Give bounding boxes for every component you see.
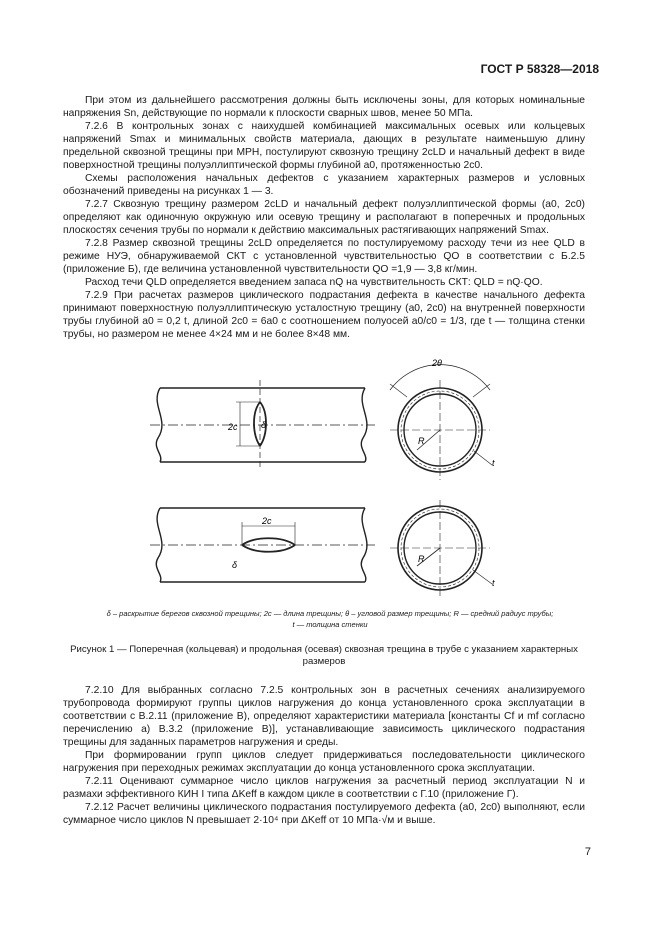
paragraph: При формировании групп циклов следует придерживаться последовательности циклического нагружения при переходных режимах эксплуатации до конца установленного срока эксплуатации. (63, 750, 585, 774)
document-code: ГОСТ Р 58328—2018 (480, 62, 599, 76)
top-text-block (63, 94, 585, 341)
legend-line: t — толщина стенки (292, 620, 368, 629)
label-2c: 2c (262, 516, 272, 526)
figure-caption: Рисунок 1 — Поперечная (кольцевая) и продольная (осевая) сквозная трещина в трубе с указанием характерных размеров (70, 644, 578, 667)
label-radius: R (418, 554, 425, 564)
label-radius: R (418, 436, 425, 446)
paragraph: Схемы расположения начальных дефектов с указанием характерных размеров и условных обозначений приведены на рисунках 1 — 3. (63, 173, 585, 197)
crack-figure (60, 350, 600, 600)
ring-longitudinal (390, 500, 492, 598)
figure-legend (80, 608, 580, 630)
paragraph: 7.2.8 Размер сквозной трещины 2cLD определяется по постулируемому расходу течи из нее QLD в режиме НУЭ, обнаруживаемой СКТ с установленной чувствительностью QO в соответствии с Б.2.5 (приложение Б), где величина установленной чувствительности QO =1,9 — 3,8 кг/мин. (63, 238, 585, 275)
paragraph: 7.2.7 Сквозную трещину размером 2cLD и начальный дефект полуэллиптической формы (a0, 2c0) определяют как одиночную окружную или осевую трещину и располагают в поперечных и продольных плоскостях сечения трубы по нормали к действию максимальных растягивающих напряжений Smax. (63, 199, 585, 236)
bottom-text-block (63, 684, 585, 827)
label-thickness: t (492, 458, 495, 468)
label-2theta: 2θ (432, 358, 442, 368)
paragraph: 7.2.6 В контрольных зонах с наихудшей комбинацией максимальных осевых или кольцевых напряжений Smax и минимальных свойств материала, дающих в результате наименьшую длину предельной сквозной трещины при МРН, постулируют сквозную трещину 2cLD и начальный дефект в виде поверхностной трещины полуэллиптической формы глубиной a0, протяженностью 2c0. (63, 121, 585, 171)
label-delta: δ (261, 420, 267, 430)
label-2c: 2c (228, 422, 238, 432)
page-number: 7 (584, 846, 591, 858)
paragraph: Расход течи QLD определяется введением запаса nQ на чувствительность СКТ: QLD = nQ·QO. (85, 277, 543, 288)
legend-line: δ – раскрытие берегов сквозной трещины; 2c — длина трещины; θ – угловой размер трещины; R — средний радиус трубы; (106, 609, 554, 618)
label-thickness: t (492, 578, 495, 588)
ring-circumferential (390, 365, 492, 480)
label-delta: δ (232, 560, 238, 570)
paragraph: 7.2.9 При расчетах размеров циклического подрастания дефекта в качестве начального дефекта принимают поверхностную полуэллиптическую усталостную трещину (a0, 2c0) на внутренней поверхности трубы глубиной a0 = 0,2 t, длиной 2c0 = 6a0 с соотношением полуосей a0/c0 = 1/3, где t — толщина стенки трубы, но размером не менее 4×24 мм и не более 8×48 мм. (63, 290, 585, 340)
paragraph: 7.2.11 Оценивают суммарное число циклов нагружения за расчетный период эксплуатации N и размахи эффективного КИН I типа ΔKeff в каждом цикле в соответствии с Г.10 (приложение Г). (63, 776, 585, 800)
paragraph: 7.2.12 Расчет величины циклического подрастания постулируемого дефекта (a0, 2c0) выполняют, если суммарное число циклов N превышает 2·10⁴ при ΔKeff от 10 МПа·√м и выше. (63, 802, 585, 826)
paragraph: 7.2.10 Для выбранных согласно 7.2.5 контрольных зон в расчетных сечениях анализируемого трубопровода формируют группы циклов нагружения до конца установленного срока эксплуатации в соответствии с В.2.11 (приложение В), определяют характеристики материала [константы Cf и mf согласно перечислению а) В.3.2 (приложение В)], устанавливающие зависимость циклического подрастания трещины для заданных параметров нагружения и среды. (63, 685, 585, 748)
paragraph: При этом из дальнейшего рассмотрения должны быть исключены зоны, для которых номинальные напряжения Sn, действующие по нормали к плоскости сварных швов, менее 50 МПа. (63, 95, 585, 119)
